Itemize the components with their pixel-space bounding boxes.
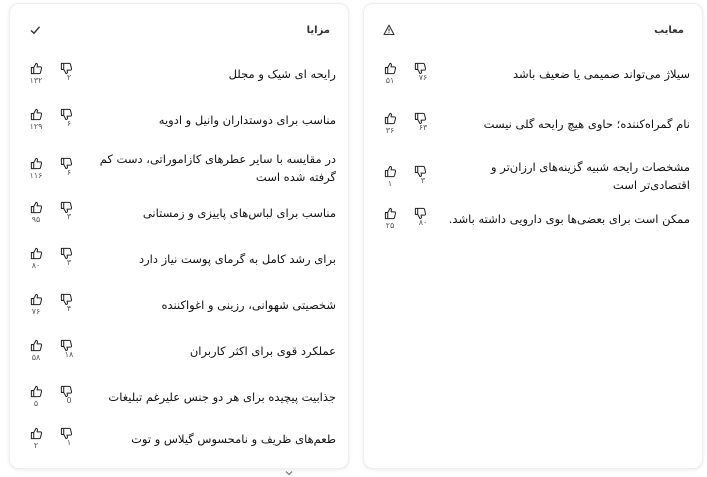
thumbs-up-icon (30, 201, 43, 214)
like-count: ۱۲۹ (29, 122, 43, 131)
vote-group (26, 385, 82, 408)
pros-panel (9, 3, 349, 469)
pro-item (26, 339, 336, 362)
dislike-button[interactable] (410, 165, 430, 185)
like-count: ۷۶ (31, 307, 41, 316)
dislike-count: ۳ (66, 258, 72, 267)
thumbs-up-icon (30, 293, 43, 306)
thumbs-up-icon (30, 62, 43, 75)
dislike-count: ۱۸ (64, 350, 74, 359)
dislike-button[interactable] (56, 157, 76, 177)
cons-title: معایب (654, 24, 684, 36)
like-count: ۹۵ (31, 215, 41, 224)
like-button[interactable] (26, 108, 46, 131)
thumbs-up-icon (30, 247, 43, 260)
dislike-count: ۶ (66, 119, 72, 128)
like-count: ۱ (387, 178, 393, 188)
thumbs-up-icon (384, 62, 397, 75)
pros-header (28, 22, 330, 38)
dislike-button[interactable] (56, 339, 76, 359)
cons-header (382, 22, 684, 38)
pro-item-text: جذابیت پیچیده برای هر دو جنس علیرغم تبلیغات (108, 389, 336, 404)
vote-group (380, 207, 436, 230)
like-button[interactable] (26, 427, 46, 450)
dislike-count: ۸۰ (418, 218, 428, 227)
con-item-text: نام گمراه‌کننده؛ حاوی هیچ رایحه گلی نیست (483, 116, 690, 131)
pro-item (26, 108, 336, 131)
con-item (380, 112, 690, 135)
dislike-count: ۱ (66, 438, 72, 447)
pro-item (26, 62, 336, 85)
con-item (380, 158, 690, 194)
con-item-text: سیلاژ می‌تواند صمیمی یا ضعیف باشد (512, 66, 690, 81)
like-button[interactable] (26, 201, 46, 224)
pro-item (26, 201, 336, 224)
vote-group (26, 62, 82, 85)
dislike-count: ۳ (420, 175, 426, 185)
pro-item-text: شخصیتی شهوانی، رزینی و اغواکننده (161, 297, 336, 312)
like-count: ۸۰ (31, 261, 41, 270)
thumbs-up-icon (30, 427, 43, 440)
vote-group (380, 165, 436, 188)
like-count: ۱۱۶ (29, 170, 43, 180)
dislike-count: 0 (66, 396, 72, 405)
like-button[interactable] (26, 247, 46, 270)
dislike-count: ۴ (66, 304, 72, 313)
thumbs-up-icon (30, 108, 43, 121)
vote-group (26, 108, 82, 131)
pro-item-text: رایحه ای شیک و مجلل (228, 66, 336, 81)
dislike-count: ۲ (66, 73, 72, 82)
vote-group (26, 157, 82, 180)
con-item-text: ممکن است برای بعضی‌ها بوی دارویی داشته باشد. (448, 211, 690, 226)
like-button[interactable] (380, 112, 400, 135)
like-button[interactable] (26, 293, 46, 316)
pro-item-text: طعم‌های ظریف و نامحسوس گیلاس و توت (131, 431, 336, 446)
cons-panel (363, 3, 703, 469)
like-count: ۵۸ (31, 353, 41, 362)
like-button[interactable] (26, 385, 46, 408)
vote-group (26, 247, 82, 270)
like-button[interactable] (380, 207, 400, 230)
pro-item (26, 385, 336, 408)
like-button[interactable] (380, 62, 400, 85)
pro-item-text: عملکرد قوی برای اکثر کاربران (189, 343, 336, 358)
like-button[interactable] (26, 339, 46, 362)
like-count: ۱۳۲ (29, 76, 43, 85)
thumbs-up-icon (384, 207, 397, 220)
dislike-button[interactable] (56, 385, 76, 405)
thumbs-up-icon (30, 157, 43, 170)
pro-item-text: در مقایسه با سایر عطرهای کازاموراتی، دست کم گرفته شده است (99, 152, 336, 184)
pro-item-text: مناسب برای دوستداران وانیل و ادویه (158, 112, 336, 127)
like-button[interactable] (380, 165, 400, 188)
thumbs-up-icon (30, 339, 43, 352)
dislike-button[interactable] (410, 207, 430, 227)
vote-group (380, 62, 436, 85)
pro-item (26, 427, 336, 450)
thumbs-up-icon (384, 112, 397, 125)
pro-item (26, 247, 336, 270)
like-button[interactable] (26, 62, 46, 85)
like-count: ۵ (33, 399, 39, 408)
dislike-button[interactable] (410, 112, 430, 132)
pro-item-text: مناسب برای لباس‌های پاییزی و زمستانی (142, 205, 336, 220)
pros-title: مزایا (306, 24, 330, 36)
check-icon (28, 23, 42, 37)
con-item (380, 62, 690, 85)
like-count: ۳۶ (385, 126, 395, 135)
dislike-button[interactable] (56, 293, 76, 313)
like-button[interactable] (26, 157, 46, 180)
vote-group (26, 293, 82, 316)
dislike-button[interactable] (56, 427, 76, 447)
con-item (380, 207, 690, 230)
vote-group (26, 339, 82, 362)
dislike-count: ۷۶ (418, 73, 428, 82)
con-item-text: مشخصات رایحه شبیه گزینه‌های ارزان‌تر و اقتصادی‌تر است (491, 160, 690, 192)
vote-group (26, 427, 82, 450)
dislike-button[interactable] (56, 62, 76, 82)
dislike-count: ۶۳ (418, 123, 428, 132)
dislike-button[interactable] (410, 62, 430, 82)
like-count: ۲ (33, 441, 39, 450)
pro-item-text: برای رشد کامل به گرمای پوست نیاز دارد (138, 251, 336, 266)
pro-item (26, 150, 336, 186)
vote-group (380, 112, 436, 135)
pro-item (26, 293, 336, 316)
thumbs-up-icon (30, 385, 43, 398)
warning-triangle-icon (382, 23, 396, 37)
dislike-button[interactable] (56, 108, 76, 128)
dislike-count: ۶ (66, 167, 72, 177)
dislike-button[interactable] (56, 201, 76, 221)
dislike-count: ۳ (66, 212, 72, 221)
vote-group (26, 201, 82, 224)
like-count: ۲۵ (385, 221, 395, 230)
dislike-button[interactable] (56, 247, 76, 267)
thumbs-up-icon (384, 165, 397, 178)
like-count: ۵۱ (385, 76, 395, 85)
chevron-down-icon[interactable] (285, 470, 293, 476)
